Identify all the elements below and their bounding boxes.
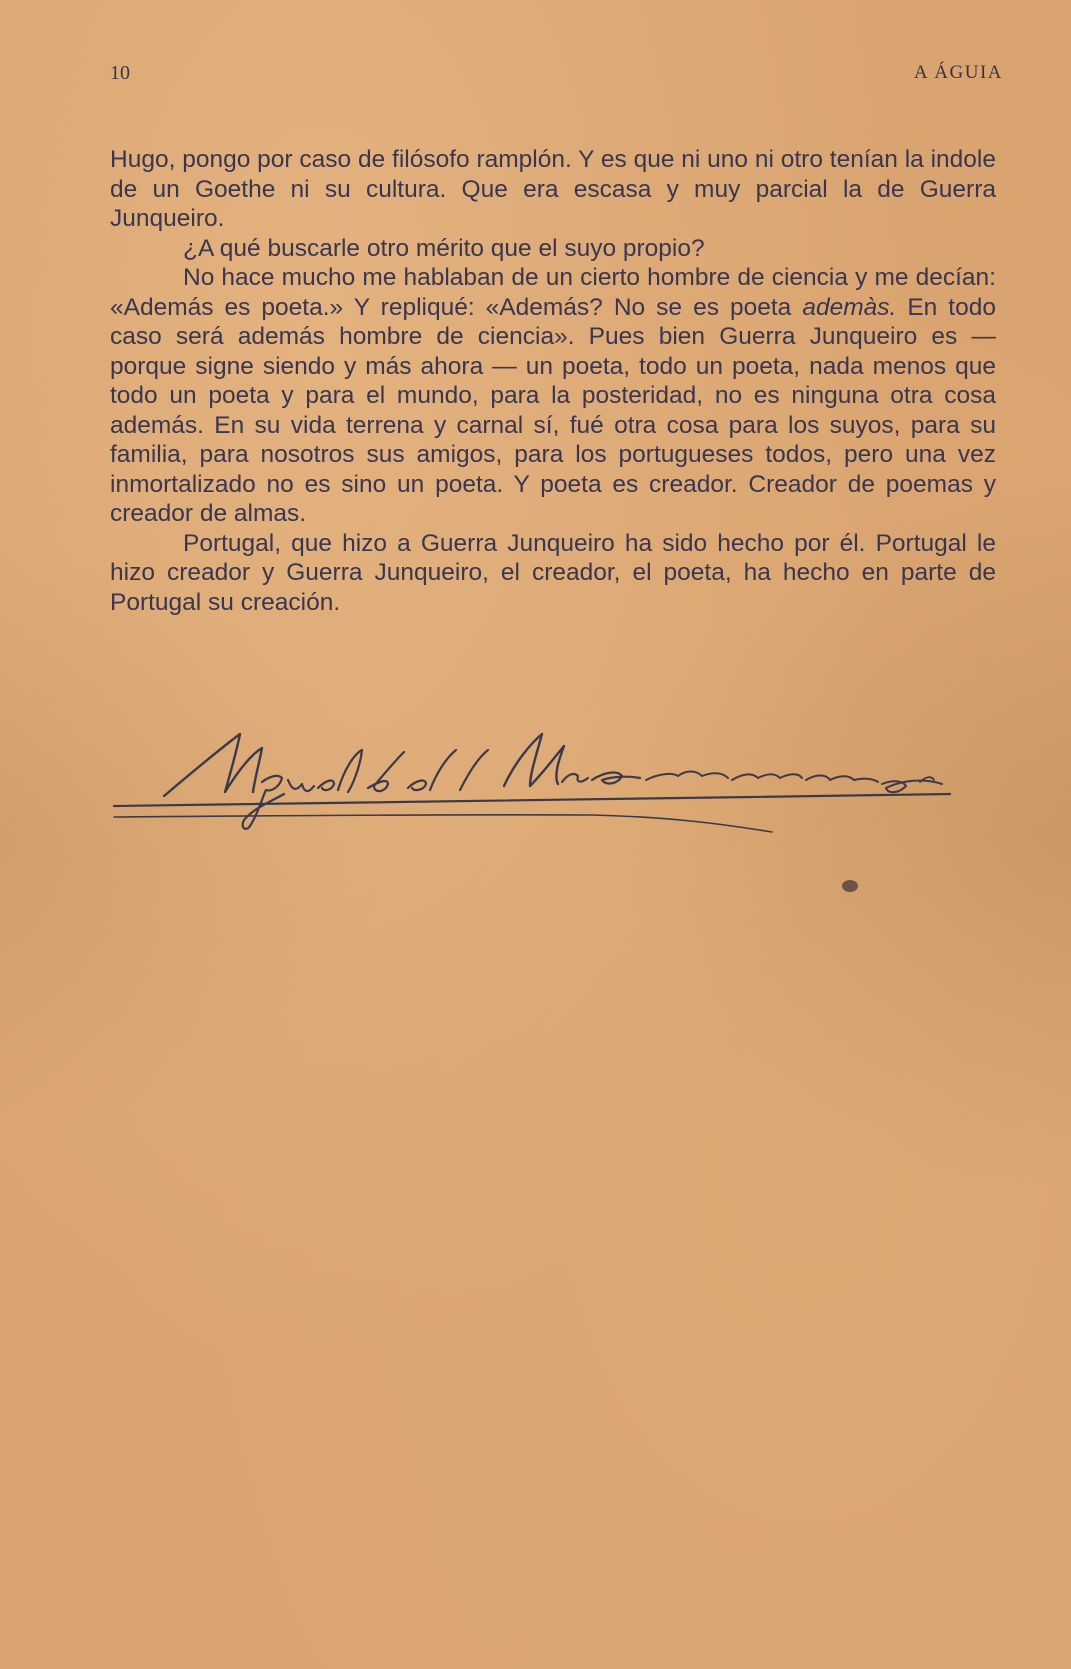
running-head <box>110 62 1003 90</box>
paragraph-3 <box>110 263 996 529</box>
body-text <box>110 145 996 617</box>
ink-blot-decoration <box>840 878 860 894</box>
emphasis-ademas: ademàs. <box>802 293 897 321</box>
paragraph-3-continuation: En todo caso será además hombre de ciencia». Pues bien Guerra Junqueiro es — porque signe siendo y más ahora — un poeta, todo un poeta, nada menos que todo un poeta y para el mundo, para la posteridad, no es ninguna otra cosa además. En su vida terrena y carnal sí, fué otra cosa para los suyos, para su familia, para nosotros sus amigos, para los portugueses todos, pero una vez inmortalizado no es sino un poeta. Y poeta es creador. Creador de poemas y creador de almas. <box>110 293 996 527</box>
paragraph-3-text: No hace mucho me hablaban de un cierto hombre de ciencia y me decían: «Además es poeta.» Y repliqué: «Además? No se es poeta <box>110 264 996 321</box>
page-number: 10 <box>110 62 130 84</box>
paragraph-2: ¿A qué buscarle otro mérito que el suyo propio? <box>183 234 705 262</box>
paragraph-4: Portugal, que hizo a Guerra Junqueiro ha sido hecho por él. Portugal le hizo creador y Guerra Junqueiro, el creador, el poeta, ha hecho en parte de Portugal su creación. <box>110 529 996 616</box>
paragraph-1: Hugo, pongo por caso de filósofo ramplón. Y es que ni uno ni otro tenían la indole de un Goethe ni su cultura. Que era escasa y muy parcial la de Guerra Junqueiro. <box>110 146 996 232</box>
journal-title: A ÁGUIA <box>913 62 1003 83</box>
handwritten-signature <box>112 722 1012 852</box>
